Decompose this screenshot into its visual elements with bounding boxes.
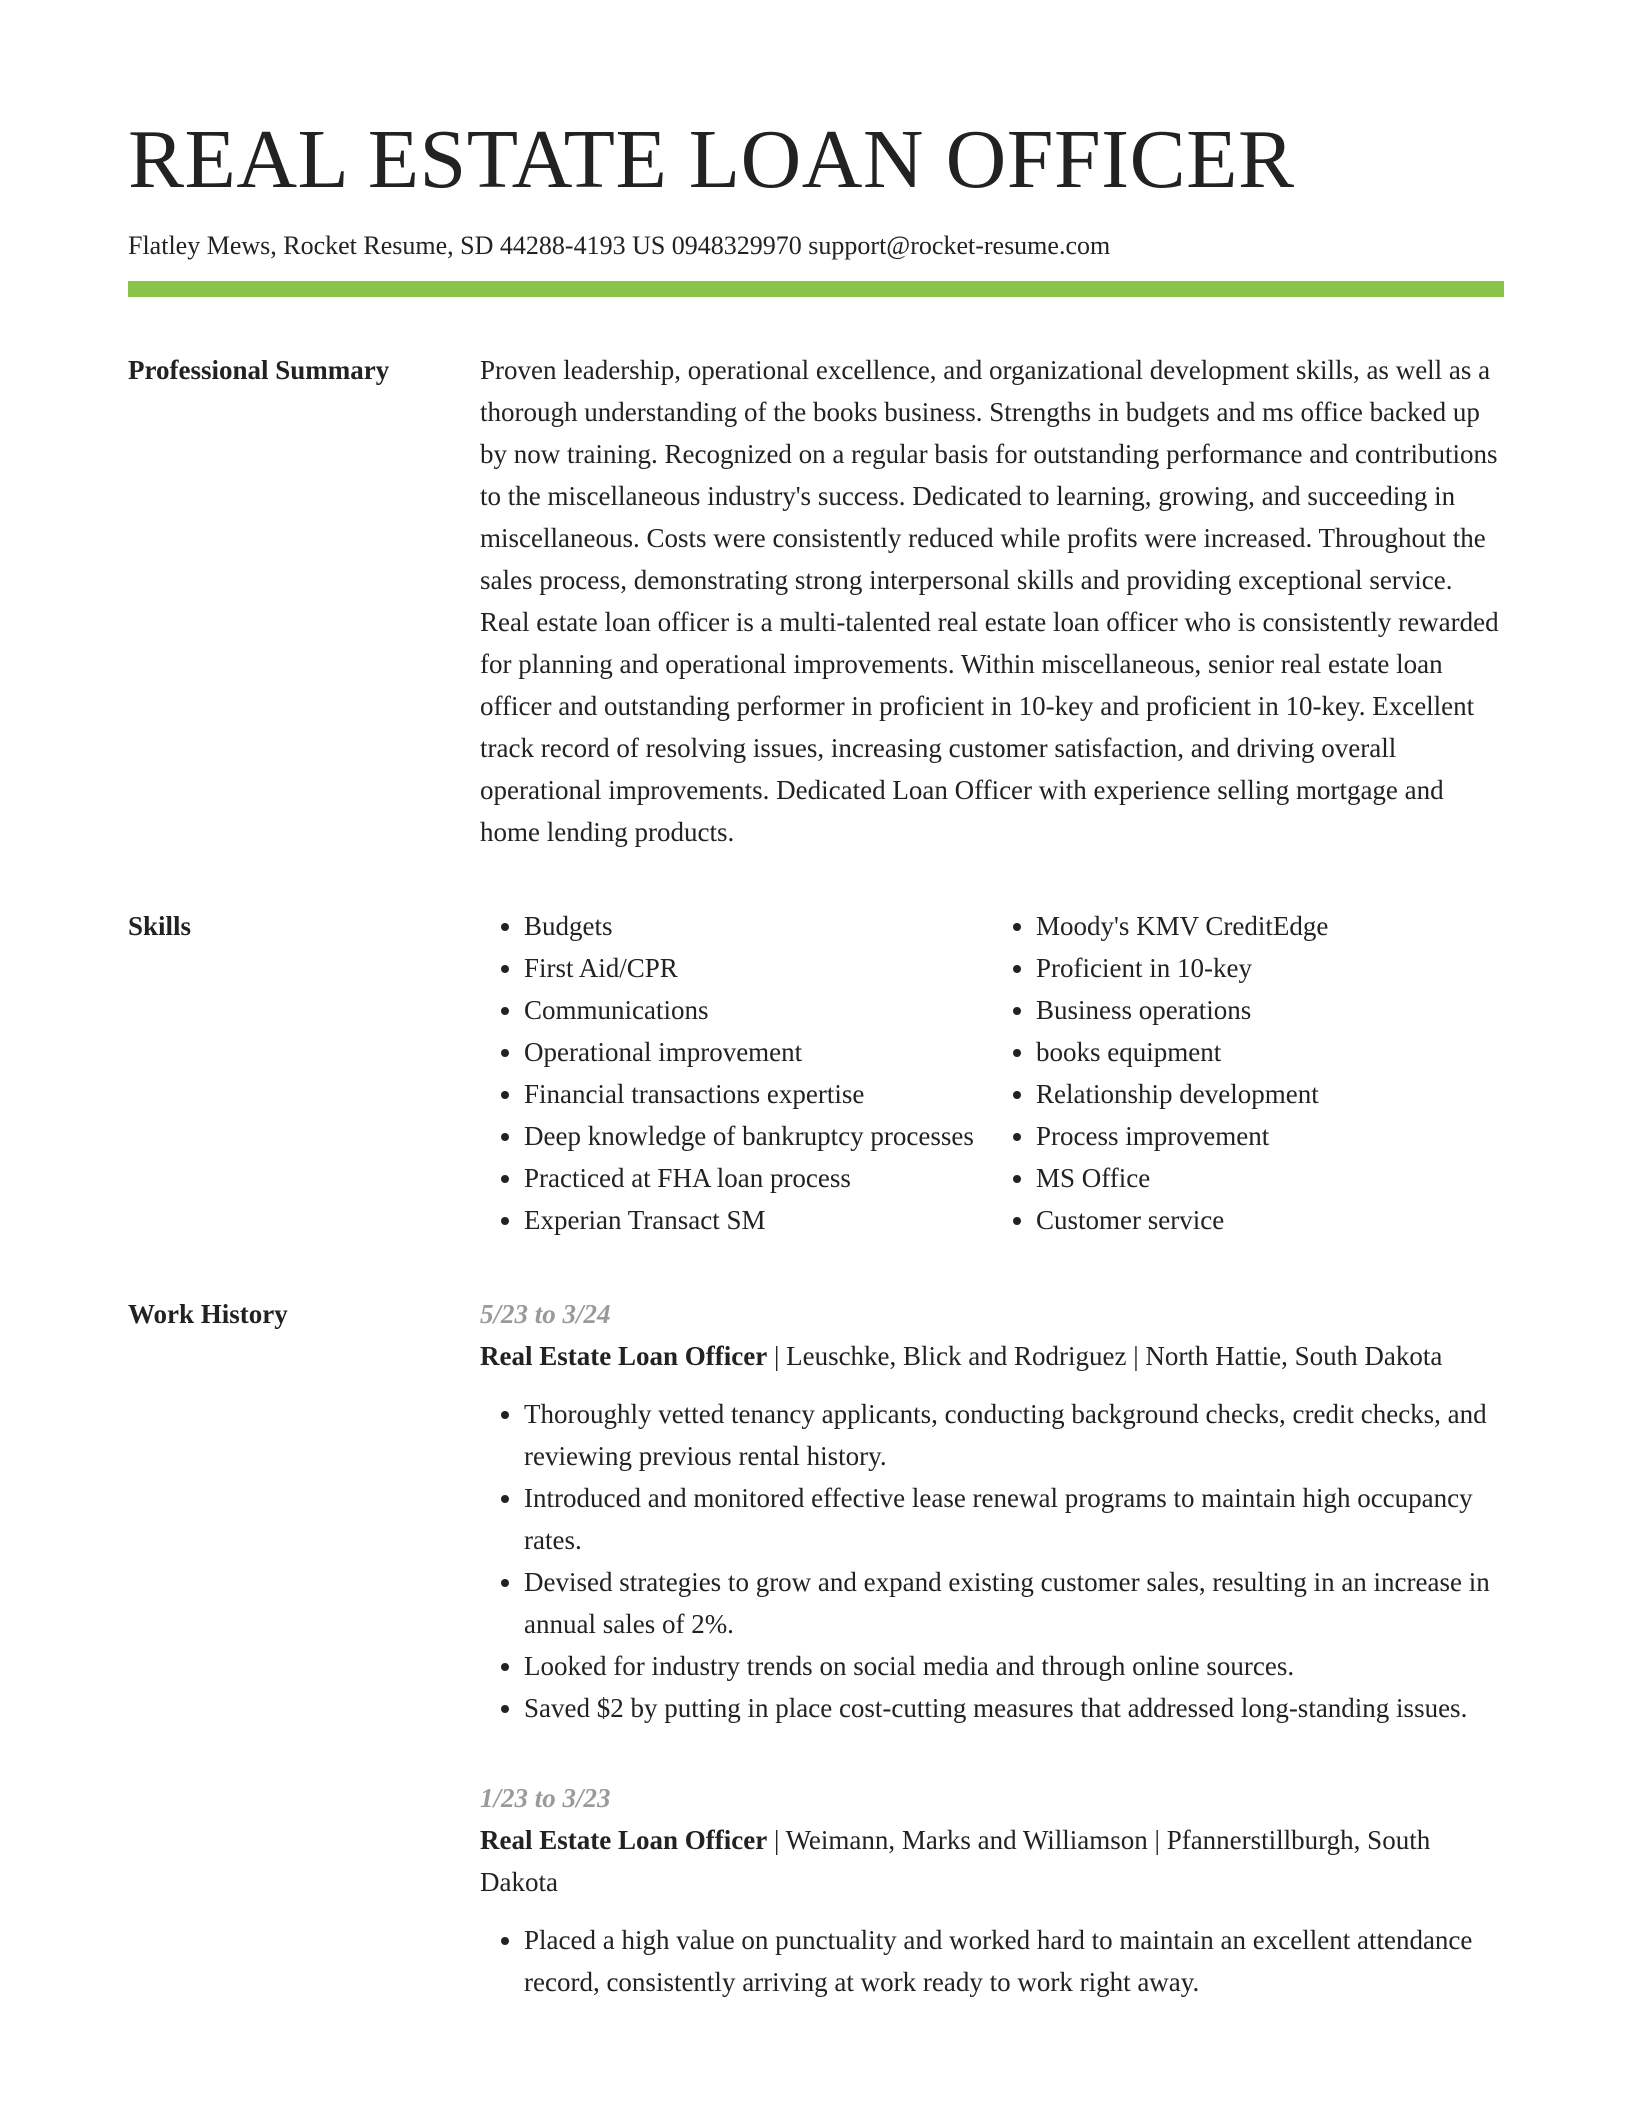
job-title: Real Estate Loan Officer — [480, 1341, 768, 1372]
job-details: | Leuschke, Blick and Rodriguez | North Hattie, South Dakota — [767, 1341, 1443, 1372]
skills-section — [128, 905, 1504, 1241]
job-dates: 1/23 to 3/23 — [480, 1783, 611, 1814]
summary-text: Proven leadership, operational excellence, and organizational development skills, as well as a thorough understanding of the books business. Strengths in budgets and ms office backed up by now training. Recognized on a regular basis for outstanding performance and contributions to the miscellaneous industry's success. Dedicated to learning, growing, and succeeding in miscellaneous. Costs were consistently reduced while profits were increased. Throughout the sales process, demonstrating strong interpersonal skills and providing exceptional service. Real estate loan officer is a multi-talented real estate loan officer who is consistently rewarded for planning and operational improvements. Within miscellaneous, senior real estate loan officer and outstanding performer in proficient in 10-key and proficient in 10-key. Excellent track record of resolving issues, increasing customer satisfaction, and driving overall operational improvements. Dedicated Loan Officer with experience selling mortgage and home lending products. — [480, 355, 1499, 848]
summary-section — [128, 349, 1504, 853]
job-bullet: • Introduced and monitored effective lease renewal programs to maintain high occupancy rates. — [524, 1477, 1504, 1561]
skill-item: • Operational improvement — [524, 1031, 992, 1073]
job-entry — [480, 1293, 1504, 1729]
contact-line: Flatley Mews, Rocket Resume, SD 44288-4193 US 0948329970 support@rocket-resume.com — [128, 231, 1111, 260]
job-bullet: • Saved $2 by putting in place cost-cutting measures that addressed long-standing issues. — [524, 1687, 1504, 1729]
job-header — [480, 1335, 1504, 1377]
summary-body — [480, 349, 1504, 853]
skill-item: • Process improvement — [1036, 1115, 1504, 1157]
job-bullet: • Looked for industry trends on social media and through online sources. — [524, 1645, 1504, 1687]
skill-item: • MS Office — [1036, 1157, 1504, 1199]
skills-body — [480, 905, 1504, 1241]
skill-item: • Business operations — [1036, 989, 1504, 1031]
job-bullets — [480, 1919, 1504, 2003]
skill-item: • Budgets — [524, 905, 992, 947]
skill-item: • Experian Transact SM — [524, 1199, 992, 1241]
skill-item: • Deep knowledge of bankruptcy processes — [524, 1115, 992, 1157]
accent-divider — [128, 281, 1504, 297]
skill-item: • Financial transactions expertise — [524, 1073, 992, 1115]
job-details: | Weimann, Marks and Williamson | Pfannerstillburgh, South Dakota — [480, 1825, 1431, 1898]
work-history-heading: Work History — [128, 1299, 288, 1330]
skill-item: • Relationship development — [1036, 1073, 1504, 1115]
job-bullet: • Thoroughly vetted tenancy applicants, conducting background checks, credit checks, and reviewing previous rental history. — [524, 1393, 1504, 1477]
skill-item: • Customer service — [1036, 1199, 1504, 1241]
job-header — [480, 1819, 1504, 1903]
summary-heading: Professional Summary — [128, 355, 390, 386]
job-bullets — [480, 1393, 1504, 1729]
work-history-body — [480, 1293, 1504, 2051]
skill-item: • Moody's KMV CreditEdge — [1036, 905, 1504, 947]
skill-item: • Communications — [524, 989, 992, 1031]
skills-heading: Skills — [128, 911, 192, 942]
skill-item: • First Aid/CPR — [524, 947, 992, 989]
resume-name: REAL ESTATE LOAN OFFICER — [128, 113, 1295, 206]
skills-list-left — [480, 905, 992, 1241]
skill-item: • Proficient in 10-key — [1036, 947, 1504, 989]
skill-item: • Practiced at FHA loan process — [524, 1157, 992, 1199]
skill-item: • books equipment — [1036, 1031, 1504, 1073]
job-entry — [480, 1777, 1504, 2003]
skills-grid — [480, 905, 1504, 1241]
job-bullet: • Placed a high value on punctuality and worked hard to maintain an excellent attendance record, consistently arriving at work ready to work right away. — [524, 1919, 1504, 2003]
work-history-section — [128, 1293, 1504, 2051]
job-title: Real Estate Loan Officer — [480, 1825, 768, 1856]
job-dates: 5/23 to 3/24 — [480, 1299, 611, 1330]
skills-list-right — [992, 905, 1504, 1241]
job-bullet: • Devised strategies to grow and expand existing customer sales, resulting in an increase in annual sales of 2%. — [524, 1561, 1504, 1645]
